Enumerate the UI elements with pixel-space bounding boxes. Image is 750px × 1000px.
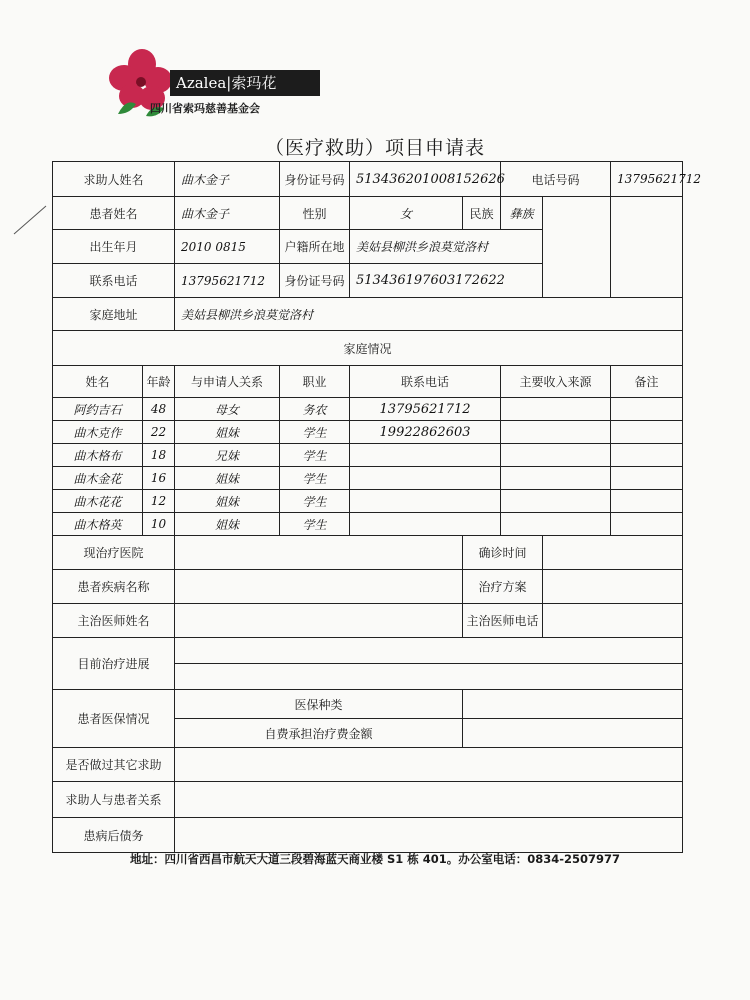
member-age: 48 — [143, 398, 175, 421]
doctor-label: 主治医师姓名 — [53, 604, 175, 638]
member-phone — [350, 490, 501, 513]
member-income — [501, 421, 611, 444]
member-age: 18 — [143, 444, 175, 467]
col-header-name: 姓名 — [53, 366, 143, 398]
member-age: 22 — [143, 421, 175, 444]
member-name: 阿约吉石 — [53, 398, 143, 421]
diagnosis-time-label: 确诊时间 — [463, 536, 543, 570]
patient-name-label: 患者姓名 — [53, 197, 175, 230]
member-job: 学生 — [280, 444, 350, 467]
member-phone — [350, 444, 501, 467]
plan-value — [543, 570, 683, 604]
member-age: 10 — [143, 513, 175, 536]
contact-id-value: 513436197603172622 — [350, 264, 543, 298]
empty-cell — [611, 230, 683, 264]
doctor-phone-value — [543, 604, 683, 638]
table-row — [53, 444, 683, 467]
applicant-phone-label: 电话号码 — [501, 162, 611, 197]
birth-value: 2010 0815 — [175, 230, 280, 264]
member-income — [501, 444, 611, 467]
col-header-job: 职业 — [280, 366, 350, 398]
doctor-value — [175, 604, 463, 638]
patient-name-value: 曲木金子 — [175, 197, 280, 230]
member-name: 曲木金花 — [53, 467, 143, 490]
relation-label: 求助人与患者关系 — [53, 782, 175, 818]
member-name: 曲木格布 — [53, 444, 143, 467]
col-header-note: 备注 — [611, 366, 683, 398]
insurance-type-value — [463, 690, 683, 719]
debt-value — [175, 818, 683, 853]
contact-id-label: 身份证号码 — [280, 264, 350, 298]
member-note — [611, 467, 683, 490]
gender-value: 女 — [350, 197, 463, 230]
family-section-header: 家庭情况 — [53, 331, 683, 366]
member-note — [611, 513, 683, 536]
applicant-name-value: 曲木金子 — [175, 162, 280, 197]
address-value: 美姑县柳洪乡浪莫觉洛村 — [175, 298, 683, 331]
application-table — [52, 161, 702, 853]
member-job: 学生 — [280, 490, 350, 513]
table-row — [53, 513, 683, 536]
member-job: 务农 — [280, 398, 350, 421]
applicant-phone-value: 13795621712 — [611, 162, 683, 197]
gender-label: 性别 — [280, 197, 350, 230]
empty-cell — [611, 197, 683, 230]
disease-value — [175, 570, 463, 604]
form-title: （医疗救助）项目申请表 — [264, 137, 485, 159]
empty-cell — [543, 264, 611, 298]
member-phone: 19922862603 — [350, 421, 501, 444]
progress-value-line — [175, 664, 683, 690]
member-name: 曲木花花 — [53, 490, 143, 513]
empty-cell — [543, 197, 611, 230]
member-note — [611, 490, 683, 513]
other-help-label: 是否做过其它求助 — [53, 748, 175, 782]
col-header-relation: 与申请人关系 — [175, 366, 280, 398]
member-job: 学生 — [280, 467, 350, 490]
hukou-label: 户籍所在地 — [280, 230, 350, 264]
progress-value-line — [175, 638, 683, 664]
member-note — [611, 444, 683, 467]
col-header-phone: 联系电话 — [350, 366, 501, 398]
footer-address: 地址：四川省西昌市航天大道三段碧海蓝天商业楼 S1 栋 401。办公室电话：0834-2507977 — [129, 852, 621, 866]
table-row — [53, 421, 683, 444]
member-relation: 姐妹 — [175, 513, 280, 536]
col-header-income: 主要收入来源 — [501, 366, 611, 398]
member-relation: 姐妹 — [175, 421, 280, 444]
col-header-age: 年龄 — [143, 366, 175, 398]
empty-cell — [543, 230, 611, 264]
member-note — [611, 421, 683, 444]
member-income — [501, 490, 611, 513]
hukou-value: 美姑县柳洪乡浪莫觉洛村 — [350, 230, 543, 264]
member-name: 曲木格英 — [53, 513, 143, 536]
insurance-type-label: 医保种类 — [175, 690, 463, 719]
birth-label: 出生年月 — [53, 230, 175, 264]
member-age: 12 — [143, 490, 175, 513]
self-pay-label: 自费承担治疗费金额 — [175, 719, 463, 748]
self-pay-value — [463, 719, 683, 748]
ethnic-value: 彝族 — [501, 197, 543, 230]
table-row — [53, 490, 683, 513]
member-relation: 姐妹 — [175, 490, 280, 513]
member-income — [501, 467, 611, 490]
foundation-logo — [108, 48, 338, 120]
empty-cell — [611, 264, 683, 298]
hospital-label: 现治疗医院 — [53, 536, 175, 570]
member-note — [611, 398, 683, 421]
logo-brand-text: Azalea|索玛花 — [170, 70, 320, 96]
table-row — [53, 398, 683, 421]
logo-org-name: 四川省索玛慈善基金会 — [150, 102, 260, 115]
debt-label: 患病后债务 — [53, 818, 175, 853]
ethnic-label: 民族 — [463, 197, 501, 230]
member-age: 16 — [143, 467, 175, 490]
contact-phone-label: 联系电话 — [53, 264, 175, 298]
applicant-id-value: 513436201008152626 — [350, 162, 501, 197]
applicant-name-label: 求助人姓名 — [53, 162, 175, 197]
insurance-label: 患者医保情况 — [53, 690, 175, 748]
member-relation: 姐妹 — [175, 467, 280, 490]
applicant-id-label: 身份证号码 — [280, 162, 350, 197]
pen-stroke-mark — [10, 200, 50, 240]
member-phone — [350, 467, 501, 490]
contact-phone-value: 13795621712 — [175, 264, 280, 298]
address-label: 家庭地址 — [53, 298, 175, 331]
other-help-value — [175, 748, 683, 782]
member-phone — [350, 513, 501, 536]
member-job: 学生 — [280, 513, 350, 536]
member-income — [501, 513, 611, 536]
member-job: 学生 — [280, 421, 350, 444]
plan-label: 治疗方案 — [463, 570, 543, 604]
hospital-value — [175, 536, 463, 570]
member-relation: 兄妹 — [175, 444, 280, 467]
progress-label: 目前治疗进展 — [53, 638, 175, 690]
diagnosis-time-value — [543, 536, 683, 570]
member-income — [501, 398, 611, 421]
member-relation: 母女 — [175, 398, 280, 421]
doctor-phone-label: 主治医师电话 — [463, 604, 543, 638]
disease-label: 患者疾病名称 — [53, 570, 175, 604]
relation-value — [175, 782, 683, 818]
member-name: 曲木克作 — [53, 421, 143, 444]
table-row — [53, 467, 683, 490]
member-phone: 13795621712 — [350, 398, 501, 421]
